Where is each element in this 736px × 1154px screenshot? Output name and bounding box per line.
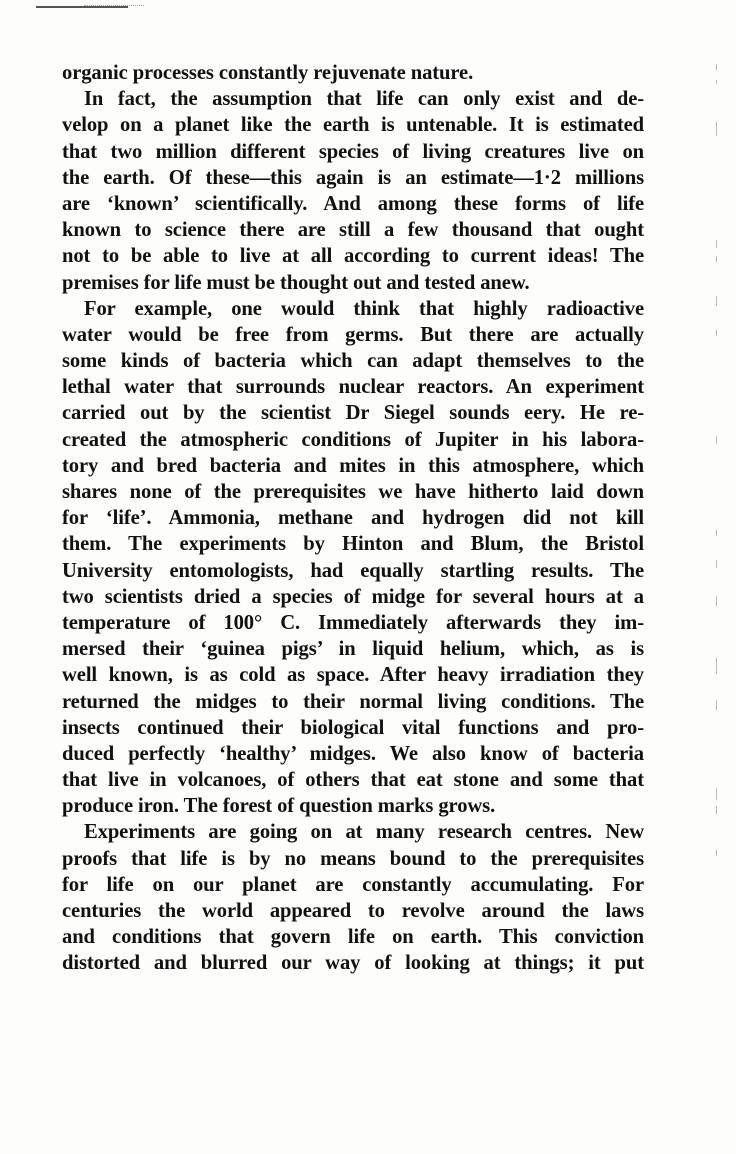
paragraph <box>62 819 644 976</box>
text-line: them. The experiments by Hinton and Blum, the Bristol <box>62 533 644 556</box>
text-line: created the atmospheric conditions of Jupiter in his labora- <box>62 428 644 451</box>
text-line: tory and bred bacteria and mites in this atmosphere, which <box>62 454 644 477</box>
text-line: are ‘known’ scientifically. And among these forms of life <box>62 192 644 215</box>
text-line: that live in volcanoes, of others that eat stone and some that <box>62 769 644 792</box>
right-margin-specks <box>716 60 724 880</box>
text-line: well known, is as cold as space. After heavy irradiation they <box>62 664 644 687</box>
top-edge-dotted-rule <box>84 5 144 6</box>
text-line: velop on a planet like the earth is untenable. It is estimated <box>62 114 644 137</box>
text-line: water would be free from germs. But there are actually <box>62 323 644 346</box>
text-line: some kinds of bacteria which can adapt themselves to the <box>62 350 644 373</box>
text-line: lethal water that surrounds nuclear reactors. An experiment <box>62 376 644 399</box>
text-line: and conditions that govern life on earth. This conviction <box>62 926 644 949</box>
text-line: shares none of the prerequisites we have hitherto laid down <box>62 481 644 503</box>
text-line: distorted and blurred our way of looking at things; it put <box>62 952 644 975</box>
text-line: not to be able to live at all according to current ideas! The <box>62 245 644 268</box>
text-line: premises for life must be thought out and tested anew. <box>62 271 530 294</box>
paragraph <box>62 296 644 820</box>
text-line: organic processes constantly rejuvenate nature. <box>62 62 474 84</box>
paragraph <box>62 86 644 296</box>
text-line: temperature of 100° C. Immediately afterwards they im- <box>62 611 644 634</box>
text-line: known to science there are still a few thousand that ought <box>62 219 644 242</box>
top-edge-rule <box>36 6 128 8</box>
body-text <box>62 60 644 977</box>
text-line: carried out by the scientist Dr Siegel sounds eery. He re- <box>62 402 644 425</box>
text-line: Experiments are going on at many research centres. New <box>84 821 644 844</box>
text-line: centuries the world appeared to revolve around the laws <box>62 900 644 922</box>
text-line: the earth. Of these—this again is an estimate—1·2 millions <box>62 166 644 189</box>
text-line: University entomologists, had equally startling results. The <box>62 559 644 582</box>
text-line: for life on our planet are constantly accumulating. For <box>62 873 644 896</box>
text-line: duced perfectly ‘healthy’ midges. We also know of bacteria <box>62 742 644 765</box>
text-line: that two million different species of living creatures live on <box>62 140 644 163</box>
text-line: For example, one would think that highly radioactive <box>84 297 644 320</box>
text-line: insects continued their biological vital functions and pro- <box>62 716 644 739</box>
text-line: returned the midges to their normal living conditions. The <box>62 690 644 713</box>
text-line: proofs that life is by no means bound to the prerequisites <box>62 847 644 870</box>
text-line: two scientists dried a species of midge for several hours at a <box>62 585 644 608</box>
text-line: produce iron. The forest of question marks grows. <box>62 795 496 818</box>
text-line: for ‘life’. Ammonia, methane and hydrogen did not kill <box>62 507 644 530</box>
text-line: mersed their ‘guinea pigs’ in liquid helium, which, as is <box>62 638 644 661</box>
paragraph <box>62 60 644 86</box>
text-line: In fact, the assumption that life can only exist and de- <box>84 88 644 111</box>
